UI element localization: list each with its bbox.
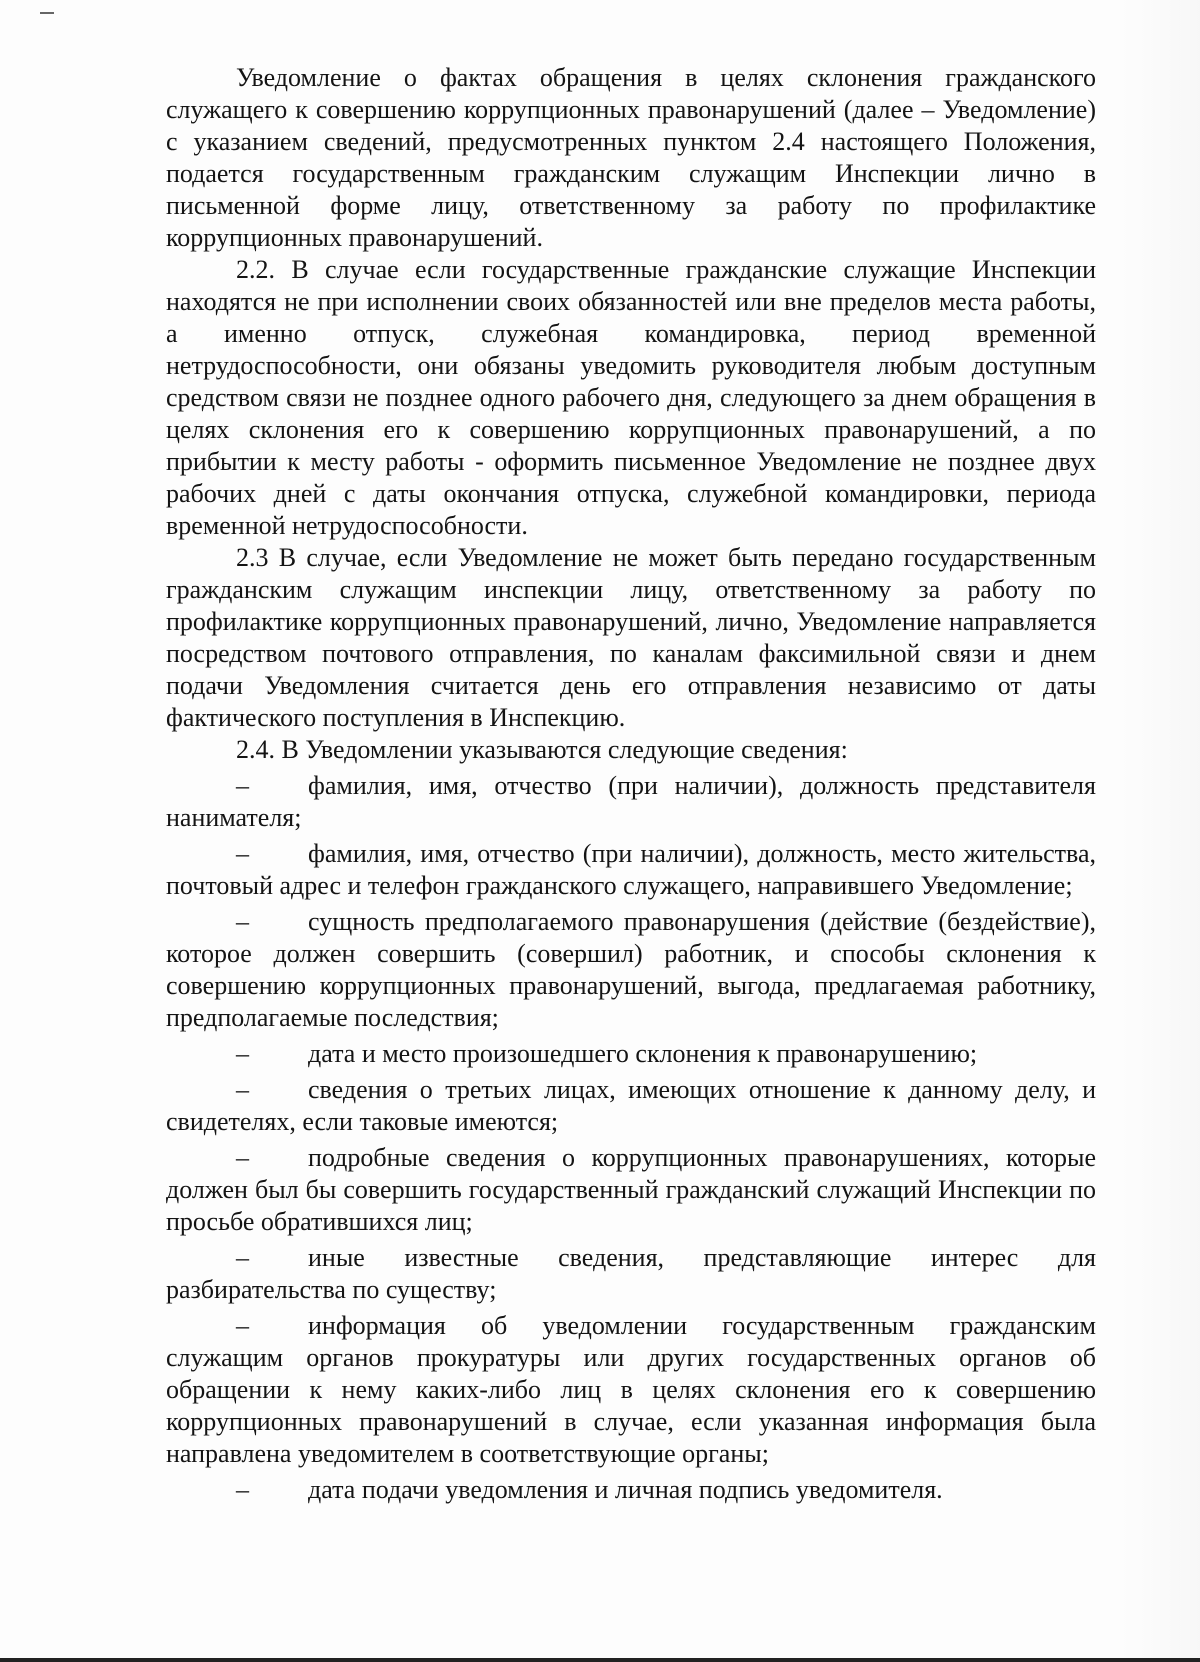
paragraph-2-2: 2.2. В случае если государственные гражданские служащие Инспекции находятся не при исполнении своих обязанностей или вне пределов места работы, а именно отпуск, служебная командировка, период временной нетрудоспособности, они обязаны уведомить руководителя любым доступным средством связи не позднее одного рабочего дня, следующего за днем обращения в целях склонения его к совершению коррупционных правонарушений, а по прибытии к месту работы - оформить письменное Уведомление не позднее двух рабочих дней с даты окончания отпуска, служебной командировки, периода временной нетрудоспособности. (166, 255, 1096, 540)
list-item-text: информация об уведомлении государственным гражданским служащим органов прокуратуры или других государственных органов об обращении к нему каких-либо лиц в целях склонения его к совершению коррупционных правонарушений в случае, если указанная информация была направлена уведомителем в соответствующие органы; (166, 1311, 1096, 1468)
scan-edge-shading (1120, 0, 1200, 1662)
list-item-text: дата подачи уведомления и личная подпись уведомителя. (308, 1475, 943, 1504)
dash-marker: – (236, 1075, 249, 1104)
list-item (166, 770, 1096, 834)
list-item (166, 1474, 1096, 1506)
dash-marker: – (236, 771, 249, 800)
paragraph-intro: Уведомление о фактах обращения в целях склонения гражданского служащего к совершению коррупционных правонарушений (далее – Уведомление) с указанием сведений, предусмотренных пунктом 2.4 настоящего Положения, подается государственным гражданским служащим Инспекции лично в письменной форме лицу, ответственному за работу по профилактике коррупционных правонарушений. (166, 63, 1096, 252)
dash-marker: – (236, 1311, 249, 1340)
paragraph-2-3: 2.3 В случае, если Уведомление не может быть передано государственным гражданским служащим инспекции лицу, ответственному за работу по профилактике коррупционных правонарушений, лично, Уведомление направляется посредством почтового отправления, по каналам факсимильной связи и днем подачи Уведомления считается день его отправления независимо от даты фактического поступления в Инспекцию. (166, 543, 1096, 732)
list-item (166, 838, 1096, 902)
paragraph-2-4: 2.4. В Уведомлении указываются следующие сведения: (236, 735, 848, 764)
list-item (166, 1310, 1096, 1470)
list-item (166, 1242, 1096, 1306)
dash-marker: – (236, 1143, 249, 1172)
dash-marker: – (236, 1243, 249, 1272)
document-body (166, 62, 1096, 1506)
scan-mark (40, 12, 54, 14)
list-item-text: сведения о третьих лицах, имеющих отношение к данному делу, и свидетелях, если таковые имеются; (166, 1075, 1096, 1136)
list-item (166, 1142, 1096, 1238)
list-item-text: фамилия, имя, отчество (при наличии), должность представителя нанимателя; (166, 771, 1096, 832)
list-item-text: иные известные сведения, представляющие интерес для разбирательства по существу; (166, 1243, 1096, 1304)
list-item-text: фамилия, имя, отчество (при наличии), должность, место жительства, почтовый адрес и телефон гражданского служащего, направившего Уведомление; (166, 839, 1096, 900)
list-item (166, 1038, 1096, 1070)
dash-marker: – (236, 839, 249, 868)
list-item-text: дата и место произошедшего склонения к правонарушению; (308, 1039, 978, 1068)
dash-marker: – (236, 1039, 249, 1068)
list-item (166, 1074, 1096, 1138)
list-item-text: сущность предполагаемого правонарушения (действие (бездействие), которое должен совершить (совершил) работник, и способы склонения к совершению коррупционных правонарушений, выгода, предлагаемая работнику, предполагаемые последствия; (166, 907, 1096, 1032)
list-item-text: подробные сведения о коррупционных правонарушениях, которые должен был бы совершить государственный гражданский служащий Инспекции по просьбе обратившихся лиц; (166, 1143, 1096, 1236)
list-item (166, 906, 1096, 1034)
scan-bottom-edge (0, 1658, 1200, 1662)
dash-marker: – (236, 1475, 249, 1504)
dash-marker: – (236, 907, 249, 936)
